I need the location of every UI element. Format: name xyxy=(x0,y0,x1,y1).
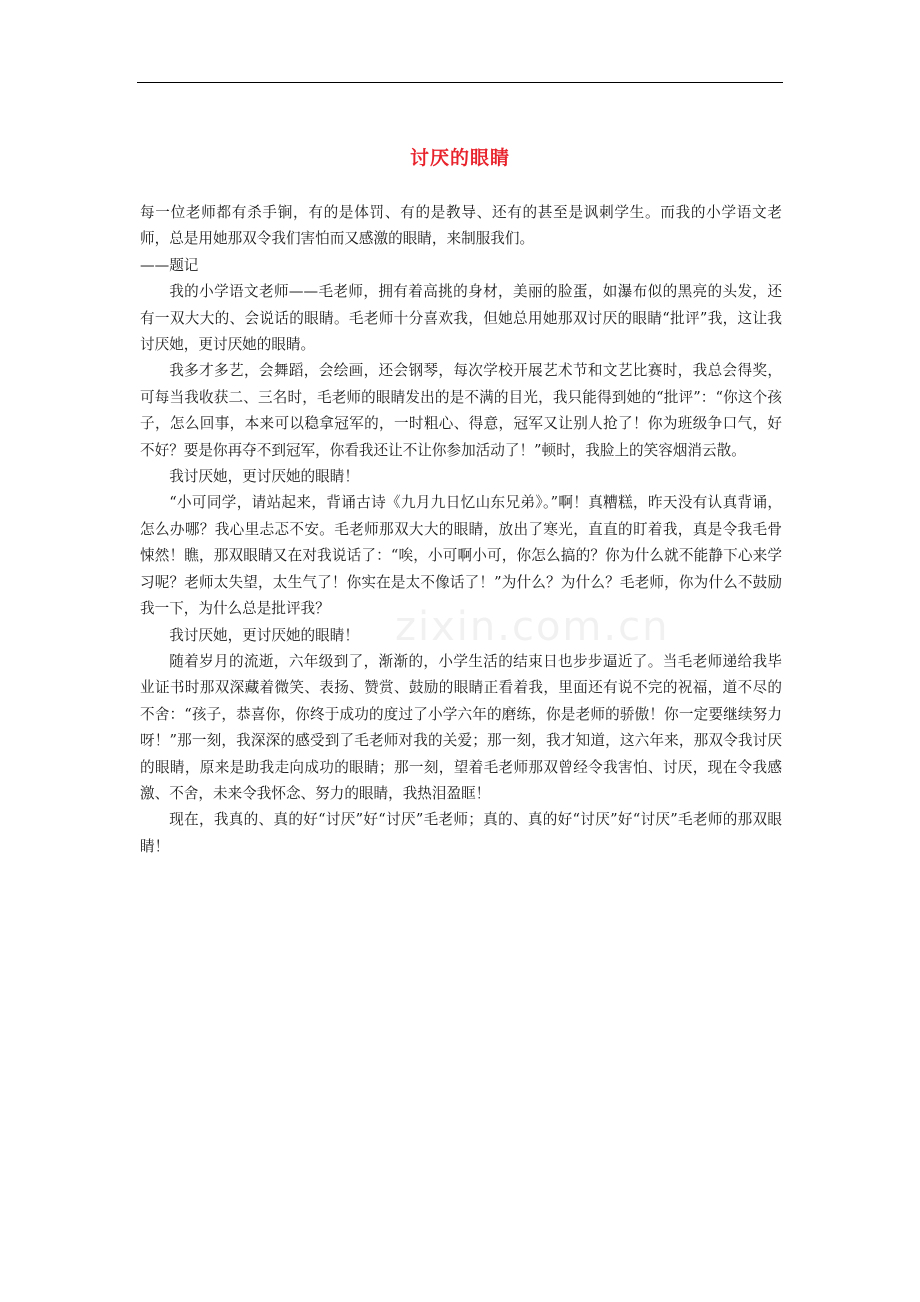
essay-title: 讨厌的眼睛 xyxy=(409,147,510,169)
essay-body xyxy=(140,200,782,860)
body-paragraph: 我讨厌她，更讨厌她的眼睛！ xyxy=(169,468,359,486)
header-rule xyxy=(137,82,783,83)
intro-signature: ——题记 xyxy=(140,256,199,274)
body-paragraph: 我的小学语文老师——毛老师，拥有着高挑的身材，美丽的脸蛋，如瀑布似的黑亮的头发，还有一双大大的、会说话的眼睛。毛老师十分喜欢我，但她总用她那双讨厌的眼睛“批评”我，这让我讨厌她，更讨厌她的眼睛。 xyxy=(140,283,782,354)
body-paragraph: 随着岁月的流逝，六年级到了，渐渐的，小学生活的结束日也步步逼近了。当毛老师递给我毕业证书时那双深藏着微笑、表扬、赞赏、鼓励的眼睛正看着我，里面还有说不完的祝福，道不尽的不舍：“孩子，恭喜你，你终于成功的度过了小学六年的磨练，你是老师的骄傲！你一定要继续努力呀！”那一刻，我深深的感受到了毛老师对我的关爱；那一刻，我才知道，这六年来，那双令我讨厌的眼睛，原来是助我走向成功的眼睛；那一刻，望着毛老师那双曾经令我害怕、讨厌，现在令我感激、不舍，未来令我怀念、努力的眼睛，我热泪盈眶！ xyxy=(140,652,782,802)
body-paragraph: 我讨厌她，更讨厌她的眼睛！ xyxy=(169,626,359,644)
body-paragraph: 现在，我真的、真的好“讨厌”好“讨厌”毛老师；真的、真的好“讨厌”好“讨厌”毛老师的那双眼睛！ xyxy=(140,811,782,855)
intro-paragraph: 每一位老师都有杀手锏，有的是体罚、有的是教导、还有的甚至是讽刺学生。而我的小学语文老师，总是用她那双令我们害怕而又感激的眼睛，来制服我们。 xyxy=(140,204,782,248)
body-paragraph: 我多才多艺，会舞蹈，会绘画，还会钢琴，每次学校开展艺术节和文艺比赛时，我总会得奖，可每当我收获二、三名时，毛老师的眼睛发出的是不满的目光，我只能得到她的“批评”：“你这个孩子，怎么回事，本来可以稳拿冠军的，一时粗心、得意，冠军又让别人抢了！你为班级争口气，好不好？要是你再夺不到冠军，你看我还让不让你参加活动了！”顿时，我脸上的笑容烟消云散。 xyxy=(140,362,782,459)
body-paragraph: “小可同学，请站起来，背诵古诗《九月九日忆山东兄弟》。”啊！真糟糕，昨天没有认真背诵，怎么办哪？我心里忐忑不安。毛老师那双大大的眼睛，放出了寒光，直直的盯着我，真是令我毛骨悚然！瞧，那双眼睛又在对我说话了：“唉，小可啊小可，你怎么搞的？你为什么就不能静下心来学习呢？老师太失望，太生气了！你实在是太不像话了！”为什么？为什么？毛老师，你为什么不鼓励我一下，为什么总是批评我？ xyxy=(140,494,782,618)
watermark: zixin.com.cn xyxy=(395,604,670,650)
